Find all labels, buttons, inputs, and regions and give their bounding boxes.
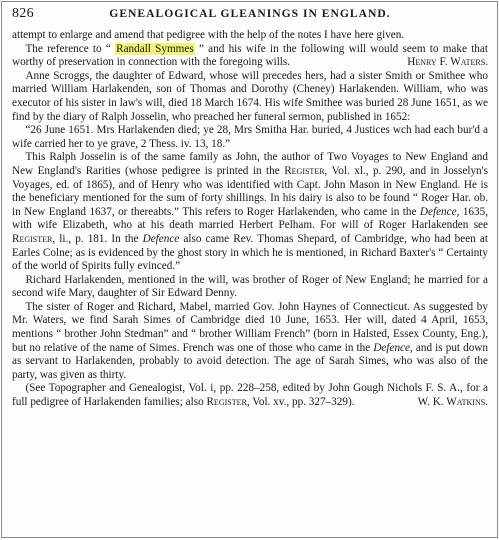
text-segment: Richard Harlakenden, mentioned in the will, was brother of Roger of New England; he married for a second wife Mary, daughter of Sir Edward Denny. xyxy=(12,273,488,300)
highlighted-text: Randall Symmes xyxy=(116,42,194,55)
text-segment: , 1635, with wife Elizabeth, who at his death married Herbert Pelham. For will of Roger Harlakenden see xyxy=(12,205,488,232)
text-segment: Register xyxy=(206,396,247,409)
document-page xyxy=(1,1,498,538)
paragraph xyxy=(12,70,488,124)
paragraph xyxy=(12,274,488,301)
text-segment: “26 June 1651. Mrs Harlakenden died; ye 28, Mrs Smitha Har. buried, 4 Justices wch had each bur'd a wife carried her to ye grave, 2 Thess. iv. 13, 18.” xyxy=(12,124,488,150)
page-number: 826 xyxy=(12,6,34,21)
text-segment: Register xyxy=(12,232,53,245)
text-segment: , and is put down as servant to Harlakenden, probably to avoid detection. The age of Sarah Simes, who was also of the party, was given as thirty. xyxy=(12,341,488,381)
paragraph xyxy=(12,124,488,151)
signature: W. K. Watkins. xyxy=(417,396,488,409)
paragraph xyxy=(12,29,488,43)
text-segment: attempt to enlarge and amend that pedigree with the help of the notes I have here given. xyxy=(12,29,405,41)
text-segment: also came Rev. Thomas Shepard, of Cambridge, who had been at Earles Colne; as is evidenced by the ghost story in which he is mentioned, in Richard Baxter's “ Certainty of the world of Spirits fully evinced.” xyxy=(12,232,488,273)
paragraph xyxy=(12,382,488,409)
text-segment: , Vol. xv., pp. 327–329). xyxy=(246,396,355,409)
text-segment: This Ralph Josselin is of the same family as John, the author of Two Voyages to New England and New England's Rarities (whose pedigree is printed in the xyxy=(12,151,488,177)
text-segment: Defence xyxy=(373,341,410,354)
text-segment: Register xyxy=(284,164,325,177)
paragraph xyxy=(12,43,488,70)
running-title: GENEALOGICAL GLEANINGS IN ENGLAND. xyxy=(109,7,391,20)
text-segment: Anne Scroggs, the daughter of Edward, whose will precedes hers, had a sister Smith or Smithee who married William Harlakenden, son of Thomas and Dorothy (Cheney) Harlakenden. William, who was executor of his sister in law's will, died 18 March 1674. His wife Smithee was buried 28 June 1651, as we find by the diary of Ralph Josselin, who preached her funeral sermon, published in 1652: xyxy=(12,69,488,123)
article-body xyxy=(12,29,488,410)
text-segment: The sister of Roger and Richard, Mabel, married Gov. John Haynes of Connecticut. As suggested by Mr. Waters, we find Sarah Simes of Cambridge died 10 June, 1653. Her will, dated 4 April, 1653, mentions “ brother John Stedman” and “ brother William French” (born in Halsted, Essex County, Eng.), but no relative of the name of Simes. French was one of those who came in the xyxy=(12,300,488,354)
text-segment: , Vol. xl., p. 290, and in Josselyn's Voyages, ed. of 1865), and of Henry who was identified with Capt. John Mason in New England. He is the beneficiary mentioned for the sum of forty shillings. In his dairy is also to be found “ Roger Har. ob. in New England 1637, or thereabts.” This refers to Roger Harlakenden, who came in the xyxy=(12,164,488,218)
page-header xyxy=(12,6,488,24)
text-segment: The reference to “ xyxy=(25,42,116,55)
signature: Henry F. Waters. xyxy=(407,56,488,69)
paragraph xyxy=(12,151,488,273)
text-segment: Defence xyxy=(419,205,457,218)
text-segment: , li., p. 181. In the xyxy=(52,232,143,245)
text-segment: ” and his wife in the following will would seem to make that worthy of preservation in connection with the foregoing wills. xyxy=(12,42,488,69)
text-segment: Defence xyxy=(142,232,180,245)
paragraph xyxy=(12,301,488,383)
text-segment: (See Topographer and Genealogist, Vol. i, pp. 228–258, edited by John Gough Nichols F. S. A., for a full pedigree of Harlakenden families; also xyxy=(12,382,488,409)
